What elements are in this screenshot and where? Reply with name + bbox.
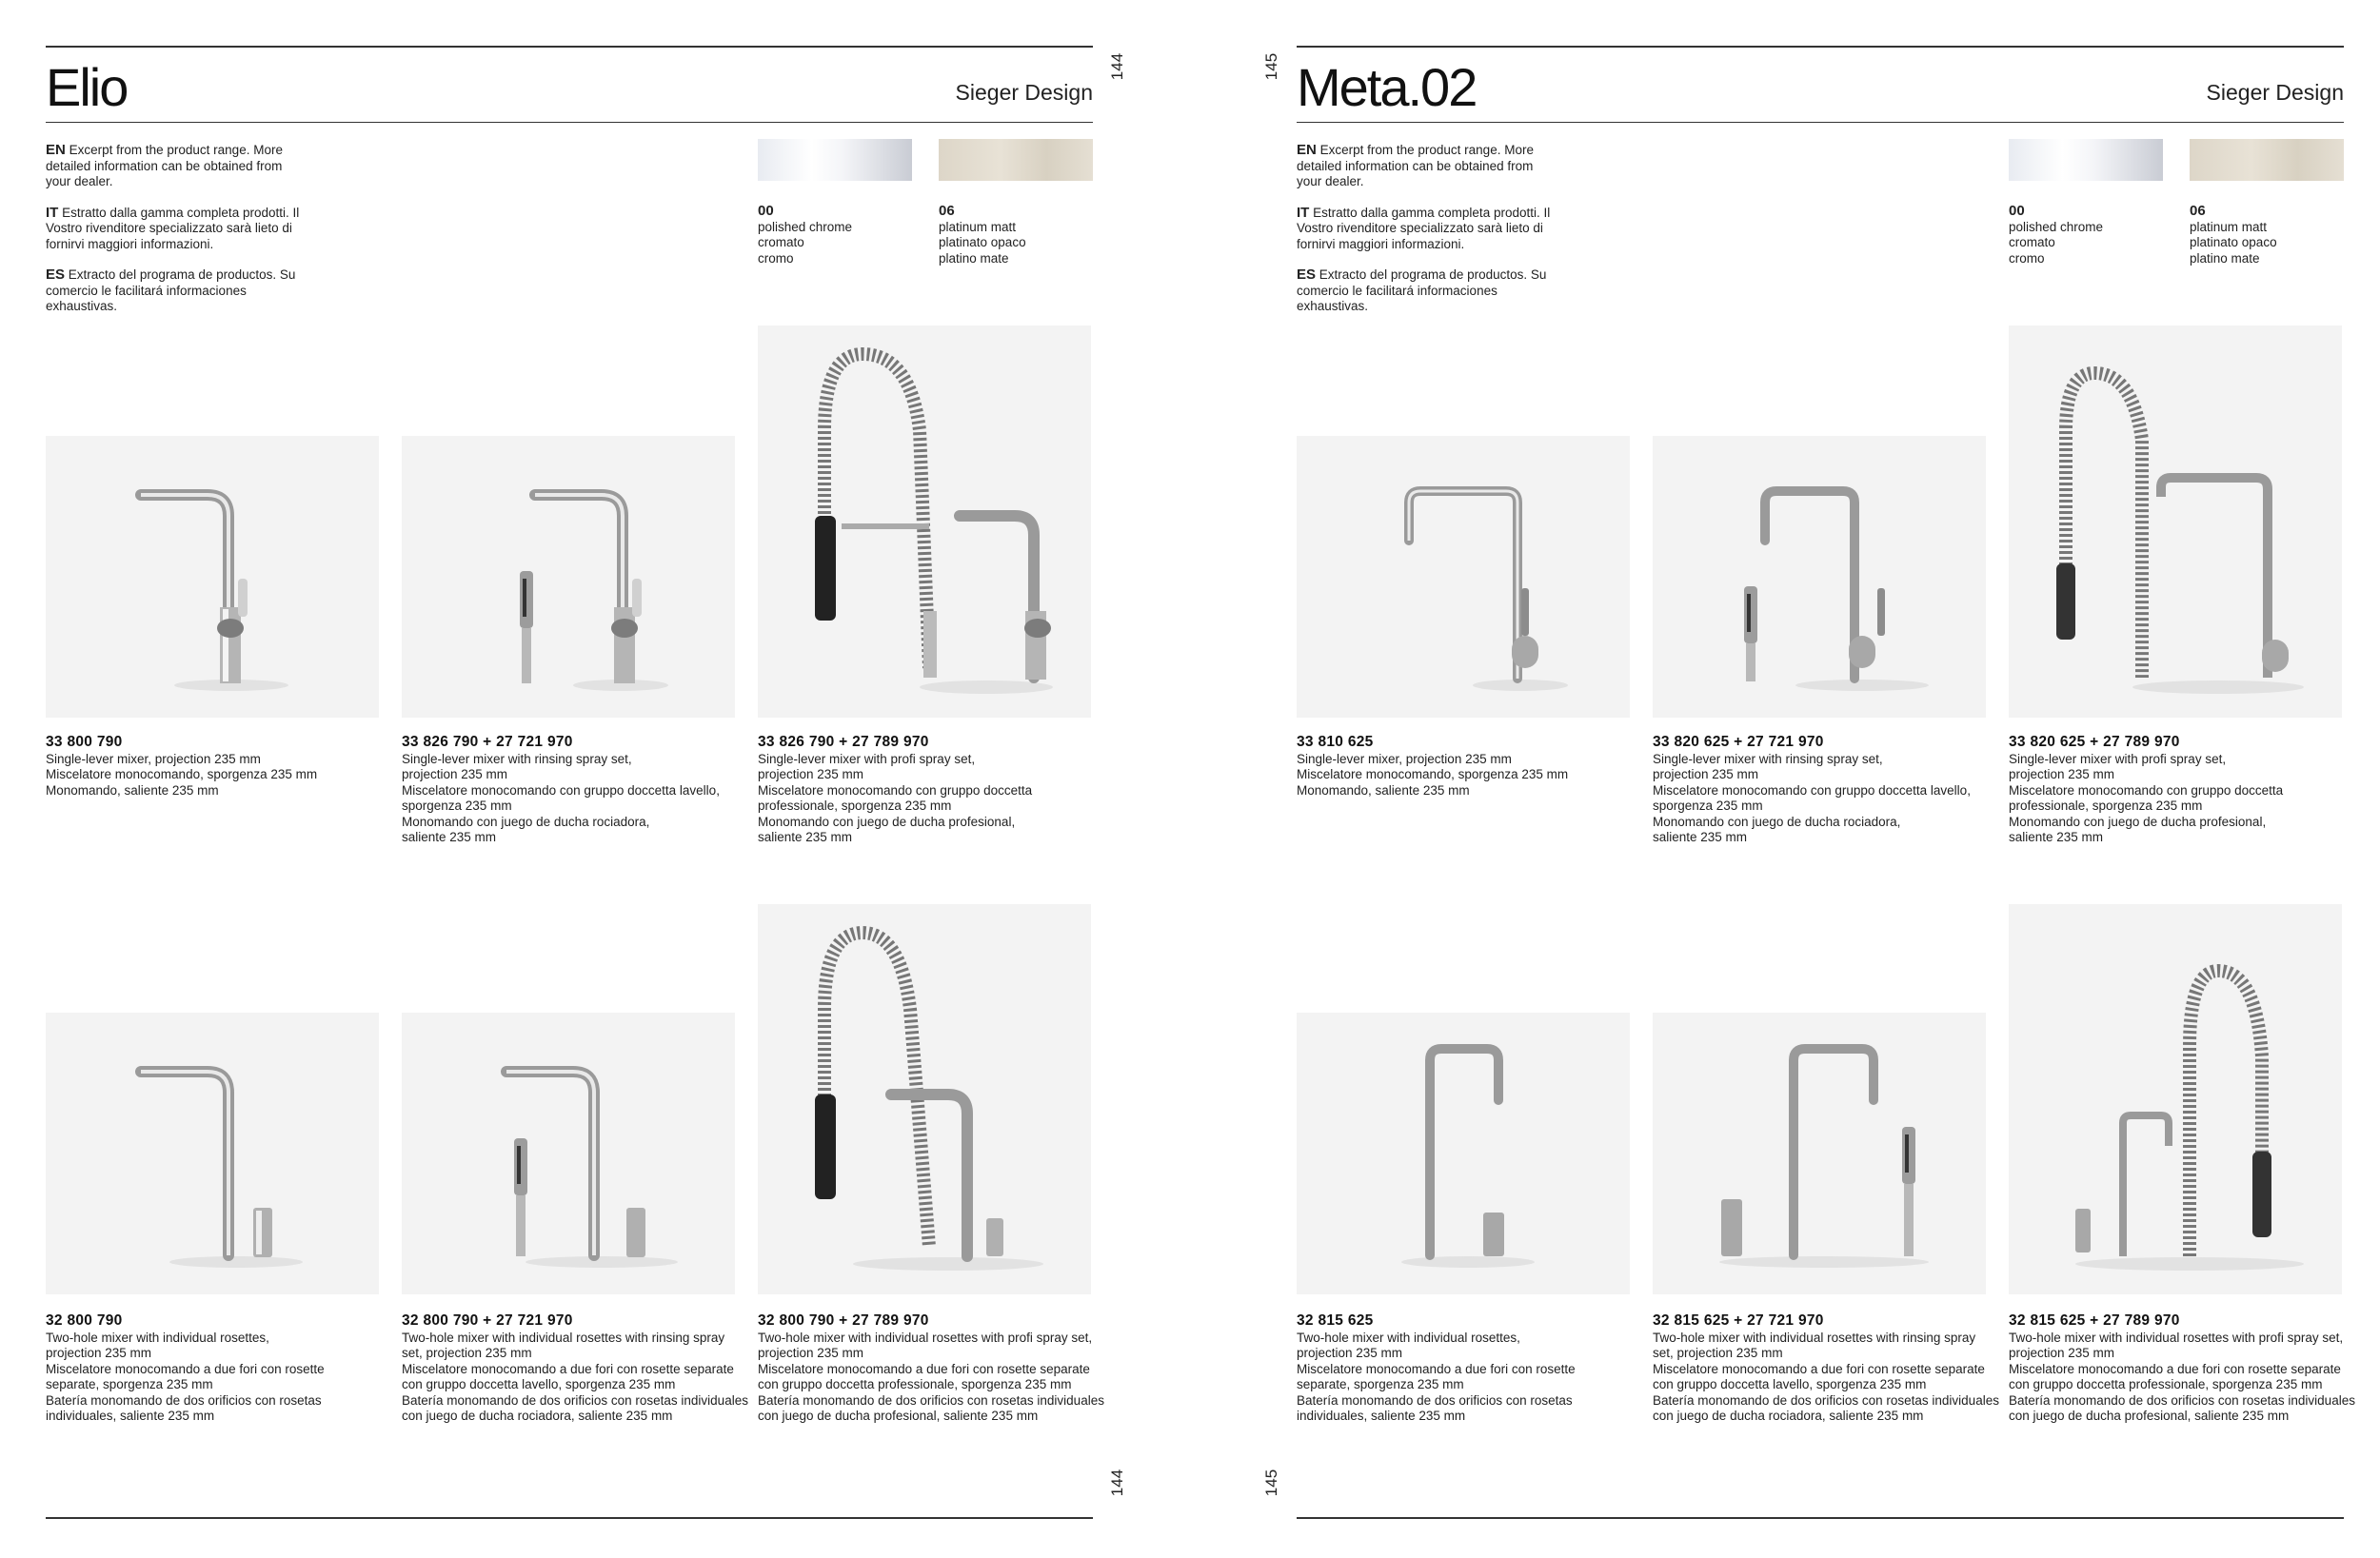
series-title: Meta.02	[1297, 57, 1477, 117]
product-code: 33 826 790 + 27 721 970	[402, 734, 573, 750]
product-caption: 32 800 790 + 27 789 970 Two-hole mixer with individual rosettes with profi spray set, projection 235 mm Miscelatore monocomando a due fori con rosette separate con gruppo doccetta professionale, sporgenza 235 mm Batería monomando de dos orificios con rosetas individuales con juego de ducha profesional, saliente 235 mm	[758, 1313, 1110, 1425]
catalog-page-left	[46, 0, 1126, 1558]
finish-swatch-chrome	[758, 139, 912, 181]
designer-label: Sieger Design	[2206, 80, 2344, 105]
designer-label: Sieger Design	[955, 80, 1093, 105]
intro-en: EN Excerpt from the product range. More detailed information can be obtained from your dealer.	[1297, 142, 1534, 188]
product-code: 33 826 790 + 27 789 970	[758, 734, 929, 750]
product-caption: 32 815 625 + 27 789 970 Two-hole mixer with individual rosettes with profi spray set, projection 235 mm Miscelatore monocomando a due fori con rosette separate con gruppo doccetta professionale, sporgenza 235 mm Batería monomando de dos orificios con rosetas individuales con juego de ducha profesional, saliente 235 mm	[2009, 1313, 2361, 1425]
intro-en: EN Excerpt from the product range. More detailed information can be obtained from your dealer.	[46, 142, 283, 188]
faucet-image	[758, 325, 1091, 718]
intro-it: IT Estratto dalla gamma completa prodotti. Il Vostro rivenditore specializzato sarà lieto di fornirvi maggiori informazioni.	[1297, 204, 1551, 251]
product-image-elio-two-hole	[46, 1013, 379, 1294]
finish-swatch-chrome	[2009, 139, 2163, 181]
faucet-image	[1653, 1013, 1986, 1294]
page-number-top: 144	[1108, 52, 1126, 81]
page-number-bottom: 144	[1108, 1469, 1126, 1497]
product-image-elio-two-hole-rinsing	[402, 1013, 735, 1294]
bottom-rule	[1297, 1517, 2344, 1519]
intro-text	[46, 143, 303, 330]
top-rule	[1297, 46, 2344, 48]
header-rule	[46, 122, 1093, 123]
product-image-elio-two-hole-profi	[758, 904, 1091, 1294]
faucet-image	[2009, 904, 2342, 1294]
product-code: 32 800 790	[46, 1312, 123, 1329]
intro-es: ES Extracto del programa de productos. Su comercio le facilitará informaciones exhaustivas.	[1297, 266, 1547, 313]
finish-label-06: 06 platinum matt platinato opaco platino mate	[2190, 203, 2277, 266]
product-code: 32 800 790 + 27 721 970	[402, 1312, 573, 1329]
faucet-image	[46, 1013, 379, 1294]
page-number-top: 145	[1262, 52, 1280, 81]
top-rule	[46, 46, 1093, 48]
series-title: Elio	[46, 57, 128, 117]
faucet-image	[1653, 436, 1986, 718]
product-image-elio-profi-spray	[758, 325, 1091, 718]
product-image-meta-two-hole-rinsing	[1653, 1013, 1986, 1294]
product-caption: 32 800 790 + 27 721 970 Two-hole mixer with individual rosettes with rinsing spray set, projection 235 mm Miscelatore monocomando a due fori con rosette separate con gruppo doccetta lavello, sporgenza 235 mm Batería monomando de dos orificios con rosetas individuales con juego de ducha rociadora, saliente 235 mm	[402, 1313, 754, 1425]
header-rule	[1297, 122, 2344, 123]
catalog-page-right	[1262, 0, 2355, 1558]
intro-it: IT Estratto dalla gamma completa prodotti. Il Vostro rivenditore specializzato sarà lieto di fornirvi maggiori informazioni.	[46, 204, 300, 251]
product-code: 32 815 625	[1297, 1312, 1374, 1329]
product-image-meta-two-hole	[1297, 1013, 1630, 1294]
faucet-image	[402, 1013, 735, 1294]
finish-label-06: 06 platinum matt platinato opaco platino mate	[939, 203, 1026, 266]
product-image-elio-single-lever	[46, 436, 379, 718]
product-code: 33 810 625	[1297, 734, 1374, 750]
product-image-meta-rinsing-spray	[1653, 436, 1986, 718]
product-caption: 32 815 625 Two-hole mixer with individual rosettes, projection 235 mm Miscelatore monocomando a due fori con rosette separate, sporgenza 235 mm Batería monomando de dos orificios con rosetas individuales, saliente 235 mm	[1297, 1313, 1639, 1425]
product-code: 33 820 625 + 27 721 970	[1653, 734, 1824, 750]
product-code: 32 815 625 + 27 789 970	[2009, 1312, 2180, 1329]
finish-swatch-platinum-matt	[939, 139, 1093, 181]
product-caption: 32 815 625 + 27 721 970 Two-hole mixer with individual rosettes with rinsing spray set, projection 235 mm Miscelatore monocomando a due fori con rosette separate con gruppo doccetta lavello, sporgenza 235 mm Batería monomando de dos orificios con rosetas individuales con juego de ducha rociadora, saliente 235 mm	[1653, 1313, 2005, 1425]
product-caption: 33 820 625 + 27 721 970 Single-lever mixer with rinsing spray set, projection 235 mm Miscelatore monocomando con gruppo doccetta lavello, sporgenza 235 mm Monomando con juego de ducha rociadora, saliente 235 mm	[1653, 735, 1995, 846]
product-code: 33 800 790	[46, 734, 123, 750]
faucet-image	[46, 436, 379, 718]
faucet-image	[758, 904, 1091, 1294]
product-code: 32 815 625 + 27 721 970	[1653, 1312, 1824, 1329]
product-code: 32 800 790 + 27 789 970	[758, 1312, 929, 1329]
intro-text	[1297, 143, 1554, 330]
product-image-meta-profi-spray	[2009, 325, 2342, 718]
product-caption: 33 800 790 Single-lever mixer, projection 235 mm Miscelatore monocomando, sporgenza 235 mm Monomando, saliente 235 mm	[46, 735, 388, 799]
product-caption: 33 826 790 + 27 721 970 Single-lever mixer with rinsing spray set, projection 235 mm Miscelatore monocomando con gruppo doccetta lavello, sporgenza 235 mm Monomando con juego de ducha rociadora, saliente 235 mm	[402, 735, 744, 846]
page-number-bottom: 145	[1262, 1469, 1280, 1497]
product-image-meta-two-hole-profi	[2009, 904, 2342, 1294]
finish-label-00: 00 polished chrome cromato cromo	[758, 203, 853, 266]
intro-es: ES Extracto del programa de productos. Su comercio le facilitará informaciones exhaustivas.	[46, 266, 296, 313]
product-image-meta-single-lever	[1297, 436, 1630, 718]
faucet-image	[402, 436, 735, 718]
faucet-image	[1297, 1013, 1630, 1294]
product-code: 33 820 625 + 27 789 970	[2009, 734, 2180, 750]
product-caption: 32 800 790 Two-hole mixer with individual rosettes, projection 235 mm Miscelatore monocomando a due fori con rosette separate, sporgenza 235 mm Batería monomando de dos orificios con rosetas individuales, saliente 235 mm	[46, 1313, 388, 1425]
bottom-rule	[46, 1517, 1093, 1519]
finish-swatch-platinum-matt	[2190, 139, 2344, 181]
product-caption: 33 810 625 Single-lever mixer, projection 235 mm Miscelatore monocomando, sporgenza 235 mm Monomando, saliente 235 mm	[1297, 735, 1639, 799]
finish-label-00: 00 polished chrome cromato cromo	[2009, 203, 2104, 266]
faucet-image	[1297, 436, 1630, 718]
faucet-image	[2009, 325, 2342, 718]
product-caption: 33 820 625 + 27 789 970 Single-lever mixer with profi spray set, projection 235 mm Miscelatore monocomando con gruppo doccetta professionale, sporgenza 235 mm Monomando con juego de ducha profesional, saliente 235 mm	[2009, 735, 2351, 846]
product-caption: 33 826 790 + 27 789 970 Single-lever mixer with profi spray set, projection 235 mm Miscelatore monocomando con gruppo doccetta professionale, sporgenza 235 mm Monomando con juego de ducha profesional, saliente 235 mm	[758, 735, 1101, 846]
product-image-elio-rinsing-spray	[402, 436, 735, 718]
